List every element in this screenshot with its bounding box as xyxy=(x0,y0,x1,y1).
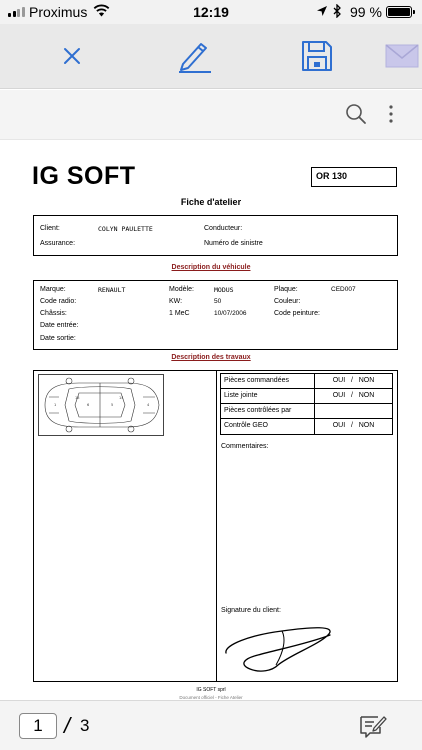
client-label: Client: xyxy=(40,225,60,232)
order-number-box xyxy=(311,167,397,187)
svg-text:6: 6 xyxy=(87,403,90,407)
document-actions-bar xyxy=(0,90,422,140)
carrier-name: Proximus xyxy=(29,4,88,20)
edit-button[interactable] xyxy=(175,36,215,76)
bluetooth-icon xyxy=(333,4,342,18)
first-registration-value: 10/07/2006 xyxy=(214,310,247,317)
brand-value: RENAULT xyxy=(98,286,126,294)
model-value: MODUS xyxy=(214,286,234,294)
checklist-table xyxy=(220,373,393,435)
kw-label: KW: xyxy=(169,298,183,305)
battery-tip xyxy=(413,10,415,14)
vehicle-box xyxy=(33,280,398,350)
checklist-row xyxy=(221,404,392,419)
floppy-disk-icon xyxy=(300,39,334,73)
brand-label: Marque: xyxy=(40,286,66,293)
svg-text:4: 4 xyxy=(147,403,150,407)
battery-percent: 99 % xyxy=(350,4,382,20)
checklist-label: Pièces contrôlées par xyxy=(221,404,315,418)
checklist-label: Pièces commandées xyxy=(221,374,315,388)
chassis-label: Châssis: xyxy=(40,310,67,317)
radio-code-label: Code radio: xyxy=(40,298,77,305)
document-page[interactable] xyxy=(0,141,422,701)
search-icon xyxy=(345,103,367,125)
total-pages: 3 xyxy=(80,716,90,735)
checklist-row xyxy=(221,419,392,434)
client-signature xyxy=(220,617,340,677)
exit-date-label: Date sortie: xyxy=(40,335,76,342)
document-footer: IG SOFT sprl xyxy=(196,687,226,693)
comments-label: Commentaires: xyxy=(221,443,269,450)
signature-label: Signature du client: xyxy=(221,607,281,614)
page-separator: / xyxy=(64,713,71,738)
claim-label: Numéro de sinistre xyxy=(204,240,263,247)
envelope-icon xyxy=(384,42,420,70)
form-title: Fiche d'atelier xyxy=(180,197,242,207)
status-bar xyxy=(0,0,422,24)
current-page-input[interactable]: 1 xyxy=(19,713,57,739)
clock: 12:19 xyxy=(193,4,229,20)
order-number: OR 130 xyxy=(316,171,348,181)
more-options-button[interactable] xyxy=(386,104,396,129)
document-footer-sub: Document officiel - Fiche Atelier xyxy=(179,695,243,700)
plate-value: CED007 xyxy=(331,286,356,293)
driver-label: Conducteur: xyxy=(204,225,243,232)
color-label: Couleur: xyxy=(274,298,301,305)
svg-text:13: 13 xyxy=(75,396,80,400)
checklist-value[interactable]: OUI / NON xyxy=(332,377,375,384)
works-box xyxy=(33,370,398,682)
car-outline-icon xyxy=(39,375,163,435)
vehicle-section-title: Description du véhicule xyxy=(171,264,251,271)
checklist-row xyxy=(221,374,392,389)
page-navigation-bar xyxy=(0,700,422,750)
company-name: IG SOFT xyxy=(32,162,136,190)
first-registration-label: 1 MeC xyxy=(169,310,190,317)
checklist-value[interactable]: OUI / NON xyxy=(332,392,375,399)
entry-date-label: Date entrée: xyxy=(40,322,79,329)
mail-button[interactable] xyxy=(382,36,422,76)
paint-code-label: Code peinture: xyxy=(274,310,320,317)
close-icon xyxy=(62,46,82,66)
toolbar xyxy=(0,24,422,89)
checklist-label: Liste jointe xyxy=(221,389,315,403)
location-arrow-icon xyxy=(316,5,328,17)
car-damage-diagram xyxy=(38,374,164,436)
checklist-value[interactable]: OUI / NON xyxy=(332,422,375,429)
svg-text:14: 14 xyxy=(119,396,124,400)
client-value: COLYN PAULETTE xyxy=(98,225,153,233)
edit-note-icon xyxy=(358,713,388,739)
works-section-title: Description des travaux xyxy=(171,354,251,361)
checklist-value[interactable] xyxy=(315,404,392,418)
search-button[interactable] xyxy=(345,103,367,130)
more-vertical-icon xyxy=(386,104,396,124)
insurance-label: Assurance: xyxy=(40,240,76,247)
close-button[interactable] xyxy=(52,36,92,76)
kw-value: 50 xyxy=(214,298,222,305)
save-button[interactable] xyxy=(297,36,337,76)
plate-label: Plaque: xyxy=(274,286,298,293)
svg-text:5: 5 xyxy=(111,403,114,407)
checklist-row xyxy=(221,389,392,404)
annotate-button[interactable] xyxy=(358,713,388,744)
works-divider xyxy=(216,371,217,681)
client-box xyxy=(33,215,398,256)
pencil-icon xyxy=(175,38,215,74)
checklist-label: Contrôle GEO xyxy=(221,419,315,434)
battery-icon xyxy=(386,6,412,18)
model-label: Modèle: xyxy=(169,286,194,293)
svg-text:1: 1 xyxy=(54,403,57,407)
